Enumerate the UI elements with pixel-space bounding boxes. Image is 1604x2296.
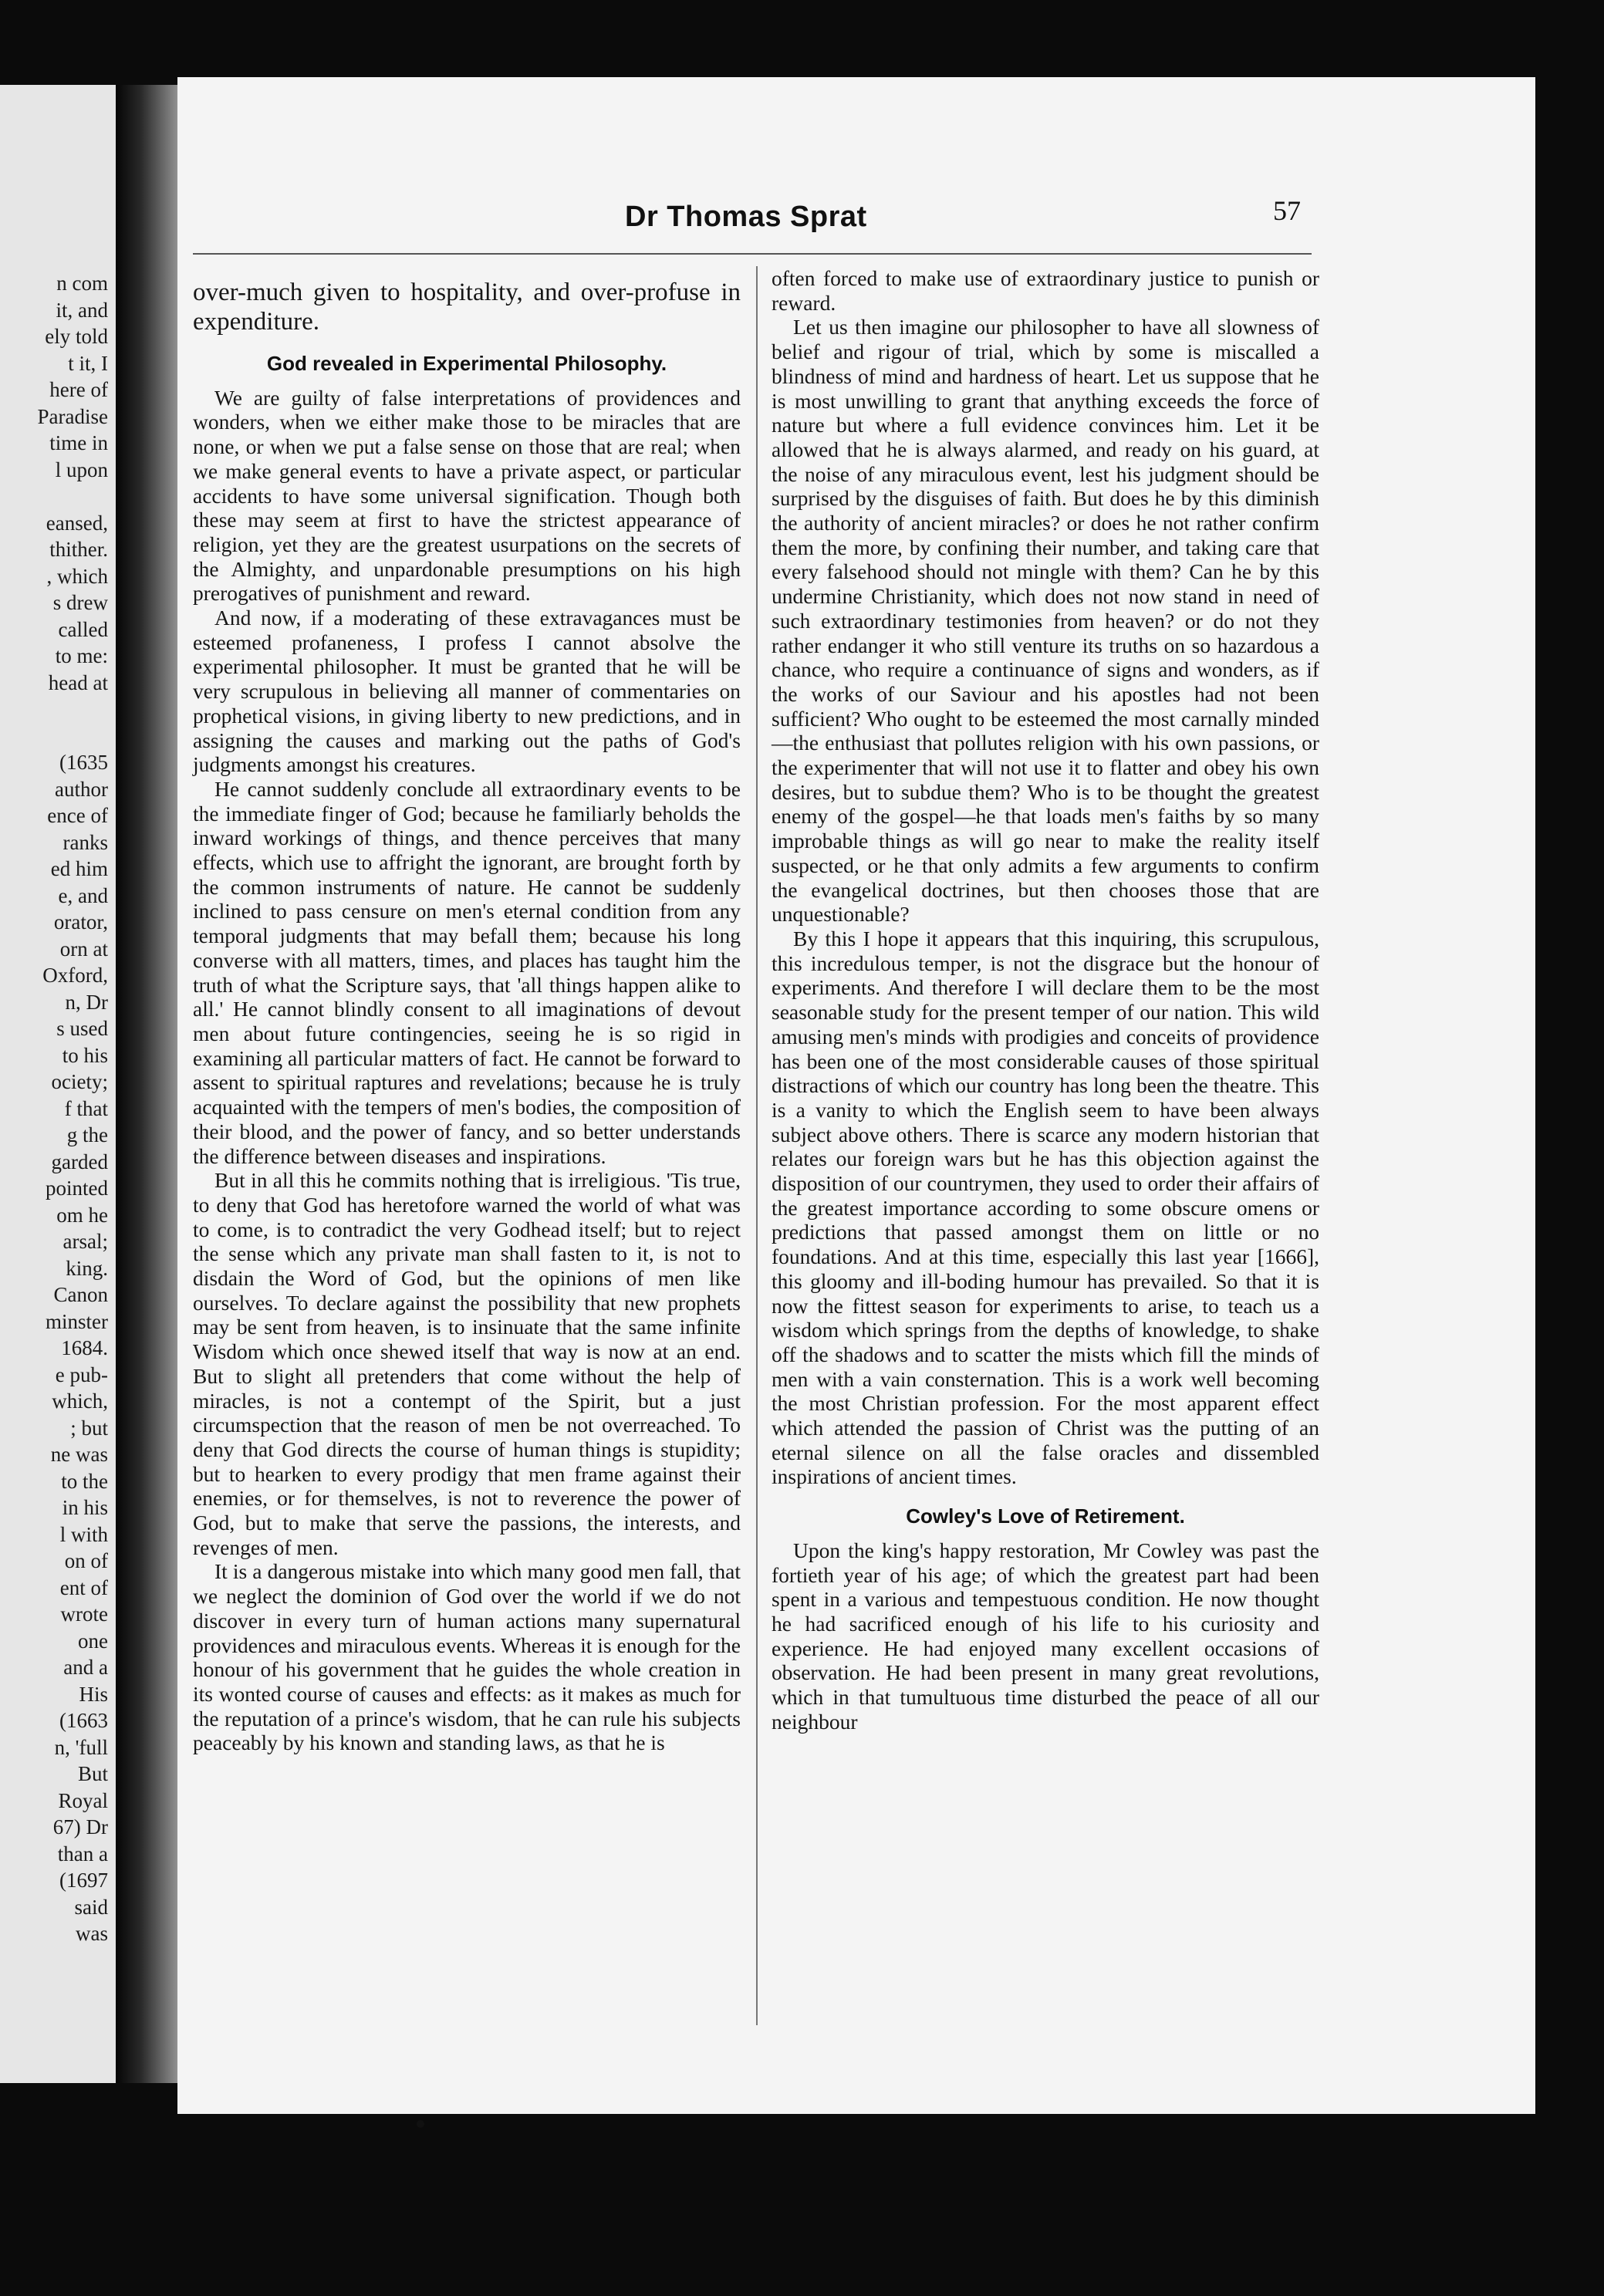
paragraph: It is a dangerous mistake into which many good men fall, that we neglect the dominion of God over the world if we do not discover in every turn of human actions many supernatural providences and miraculous events. Whereas it is enough for the honour of his government that he guides the whole creation in its wonted course of causes and effects: as it makes as much for the reputation of a prince's wisdom, that he can rule his subjects peaceably by his known and standing laws, as that he is — [193, 1559, 741, 1755]
left-page-fragment: Paradise — [37, 404, 108, 428]
left-page-fragment — [0, 696, 108, 723]
left-page-fragment: and a — [63, 1656, 108, 1679]
paragraph: often forced to make use of extraordinary justice to punish or reward. — [772, 266, 1319, 315]
left-page-fragment: (1697 — [59, 1869, 108, 1892]
left-page-fragment: orator, — [53, 910, 108, 934]
paragraph: We are guilty of false interpretations of providences and wonders, when we either make those to be miracles that are none, or when we put a false sense on those that are real; when we make general events to have a private aspect, or particular accidents to have some universal signification. Though both these may seem at first to have the strictest appearance of religion, yet they are the greatest usurpations on the secrets of the Almighty, and unpardonable presumptions on his high prerogatives of punishment and reward. — [193, 385, 741, 606]
page-number: 57 — [1273, 195, 1301, 226]
left-page-fragment: ely told — [45, 325, 108, 348]
left-page-fragment: Oxford, — [42, 964, 108, 987]
ink-dot — [417, 2120, 424, 2128]
left-page-fragment: to me: — [55, 644, 108, 667]
header-rule — [193, 253, 1312, 255]
left-page-fragment: t it, I — [68, 351, 108, 375]
left-page-fragment: n, Dr — [65, 990, 108, 1014]
left-page-fragment: king. — [66, 1256, 108, 1280]
left-page-fragment: thither. — [49, 538, 108, 561]
paragraph: And now, if a moderating of these extravagances must be esteemed profaneness, I profess I cannot absolve the experimental philosopher. It must be granted that he will be very scrupulous in believing all manner of commentaries on prophetical visions, in giving liberty to new predictions, and in assigning the causes and marking out the paths of God's judgments amongst his creatures. — [193, 606, 741, 777]
left-page-fragment: one — [78, 1629, 108, 1653]
left-page-fragment: author — [55, 777, 108, 801]
left-column — [193, 278, 741, 1755]
left-page-fragment: ed him — [50, 857, 108, 880]
lead-text: over-much given to hospitality, and over-profuse in expenditure. — [193, 279, 741, 336]
left-page-fragment: l upon — [55, 458, 108, 481]
left-page-fragment: ne was — [50, 1443, 108, 1466]
left-page-fragment: (1663 — [59, 1709, 108, 1732]
left-page-text-fragments — [0, 270, 108, 1947]
left-page-fragment: n com — [56, 272, 108, 295]
left-page-fragment: ence of — [47, 804, 108, 827]
left-page-fragment: garded — [51, 1150, 108, 1173]
left-page-fragment: wrote — [60, 1602, 108, 1626]
right-column — [772, 266, 1319, 1734]
left-page-fragment: arsal; — [62, 1230, 108, 1253]
left-page-fragment — [0, 723, 108, 750]
left-page-fragment: g the — [66, 1123, 108, 1146]
left-page-fragment: said — [74, 1895, 108, 1919]
left-page-fragment: e pub- — [55, 1362, 108, 1386]
left-page-fragment: 67) Dr — [52, 1815, 108, 1838]
left-page-fragment: to the — [61, 1469, 108, 1493]
left-page-fragment: pointed — [46, 1177, 108, 1200]
left-page-fragment: , which — [46, 564, 108, 588]
left-page-fragment: head at — [48, 670, 108, 694]
left-page-fragment: ent of — [59, 1575, 108, 1599]
left-page-fragment: than a — [57, 1842, 108, 1866]
section-title-cowley: Cowley's Love of Retirement. — [906, 1504, 1185, 1528]
left-page-fragment: it, and — [56, 298, 108, 322]
left-page-fragment: on of — [64, 1549, 108, 1572]
paragraph: By this I hope it appears that this inquiring, this scrupulous, this incredulous temper, is not the disgrace but the honour of experiments. And therefore I will declare them to be the most seasonable study for the present temper of our nation. This wild amusing men's minds with prodigies and conceits of providence has been one of the most considerable causes of those spiritual distractions of which our country has long been the theatre. This is a vanity to which the English seem to have been always subject above others. There is scarce any modern historian that relates our foreign wars but he has this objection against the disposition of our countrymen, they used to order their affairs of the greatest importance according to some obscure omens or predictions that passed amongst them on little or no foundations. And at this time, especially this last year [1666], this gloomy and ill-boding humour has prevailed. So that it is now the fittest season for experiments to arise, to teach us a wisdom which springs from the depths of knowledge, to shake off the shadows and to scatter the mists which fill the minds of men with a vain consternation. This is a work well becoming the most Christian profession. For the most apparent effect which attended the passion of Christ was the putting of an eternal silence on all the false oracles and dissembled inspirations of ancient times. — [772, 926, 1319, 1489]
left-page-fragment: f that — [64, 1096, 108, 1120]
left-page-fragment — [0, 483, 108, 510]
left-page-fragment: (1635 — [59, 751, 108, 774]
column-divider — [756, 266, 758, 2025]
left-page-fragment: ociety; — [51, 1070, 108, 1093]
left-page-fragment: 1684. — [61, 1336, 108, 1359]
paragraph: He cannot suddenly conclude all extraordinary events to be the immediate finger of God; because he familiarly beholds the inward workings of things, and thence perceives that many effects, which use to affright the ignorant, are brought forth by the common instruments of nature. He cannot be suddenly inclined to pass censure on men's eternal condition from any temporal judgments that may befall them; because his long converse with all matters, times, and places has taught him the truth of what the Scripture says, that 'all things happen alike to all.' He cannot blindly consent to all imaginations of devout men about future contingencies, seeing he is so rigid in examining all particular matters of fact. He cannot be forward to assent to spiritual raptures and revelations; because he is truly acquainted with the tempers of men's bodies, the composition of their blood, and the power of fancy, and so better understands the difference between diseases and inspirations. — [193, 776, 741, 1168]
left-page-fragment: in his — [62, 1496, 108, 1519]
left-page-fragment: here of — [49, 378, 108, 401]
left-page-fragment: om he — [56, 1203, 108, 1227]
left-page-fragment: Canon — [53, 1283, 108, 1306]
paragraph: But in all this he commits nothing that is irreligious. 'Tis true, to deny that God has heretofore warned the world of what was to come, is to contradict the very Godhead itself; but to reject the sense which any private man shall fasten to it, is not to disdain the Word of God, but the opinions of men like ourselves. To declare against the possibility that new prophets may be sent from heaven, is to insinuate that the same infinite Wisdom which once shewed itself that way is now at an end. But to slight all pretenders that come without the help of miracles, is not a contempt of the Spirit, but a just circumspection that the reason of men be not overreached. To deny that God directs the course of human things is stupidity; but to hearken to every prodigy that men frame against their enemies, or for themselves, is not to reverence the power of God, but to make that serve the passions, the interests, and revenges of men. — [193, 1168, 741, 1559]
left-page-fragment: minster — [46, 1309, 108, 1333]
left-page-fragment: ranks — [62, 830, 108, 854]
left-page-fragment: Royal — [58, 1788, 108, 1812]
left-page-fragment: s drew — [52, 591, 108, 614]
left-page-fragment: l with — [59, 1522, 108, 1546]
left-page-edge — [0, 85, 116, 2083]
left-page-fragment: s used — [56, 1017, 108, 1040]
left-page-fragment: orn at — [59, 937, 108, 961]
left-page-fragment: His — [79, 1682, 108, 1706]
left-page-fragment: time in — [49, 431, 108, 454]
left-page-fragment: which, — [52, 1389, 108, 1413]
running-header: Dr Thomas Sprat — [625, 201, 867, 233]
left-page-fragment: was — [76, 1922, 108, 1945]
left-page-fragment: called — [58, 617, 108, 641]
left-page-fragment: to his — [62, 1043, 108, 1067]
section-title-experimental-philosophy: God revealed in Experimental Philosophy. — [266, 352, 667, 375]
left-page-fragment: n, 'full — [54, 1735, 108, 1759]
paragraph: Let us then imagine our philosopher to have all slowness of belief and rigour of trial, which by some is miscalled a blindness of mind and hardness of heart. Let us suppose that he is most unwilling to grant that anything exceeds the force of nature but where a full evidence convinces him. Let it be allowed that he is always alarmed, and ready on his guard, at the noise of any miraculous event, lest his judgment should be surprised by the disguises of faith. But does he by this diminish the authority of ancient miracles? or does he not rather confirm them the more, by confining their number, and taking care that every falsehood should not mingle with them? Can he by this undermine Christianity, which does not now stand in need of such extraordinary testimonies from heaven? or do not they rather endanger it who still venture its truths on so hazardous a chance, who require a continuance of signs and wonders, as if the works of our Saviour and his apostles had not been sufficient? Who ought to be esteemed the most carnally minded—the enthusiast that pollutes religion with his own passions, or the experimenter that will not use it to flatter and obey his own desires, but to subdue them? Who is to be thought the greatest enemy of the gospel—he that loads men's faiths by so many improbable things as will go near to make the reality itself suspected, or he that only admits a few arguments to confirm the evangelical doctrines, but then chooses those that are unquestionable? — [772, 315, 1319, 927]
left-page-fragment: ; but — [70, 1416, 108, 1440]
left-page-fragment: But — [77, 1762, 108, 1785]
left-page-fragment: eansed, — [46, 511, 108, 535]
left-page-fragment: e, and — [58, 883, 108, 907]
paragraph: Upon the king's happy restoration, Mr Cowley was past the fortieth year of his age; of which the greatest part had been spent in a various and tempestuous condition. He now thought he had sacrificed enough of his life to his curiosity and experience. He had enjoyed many excellent occasions of observation. He had been present in many great revolutions, which in that tumultuous time disturbed the peace of all our neighbour — [772, 1538, 1319, 1734]
